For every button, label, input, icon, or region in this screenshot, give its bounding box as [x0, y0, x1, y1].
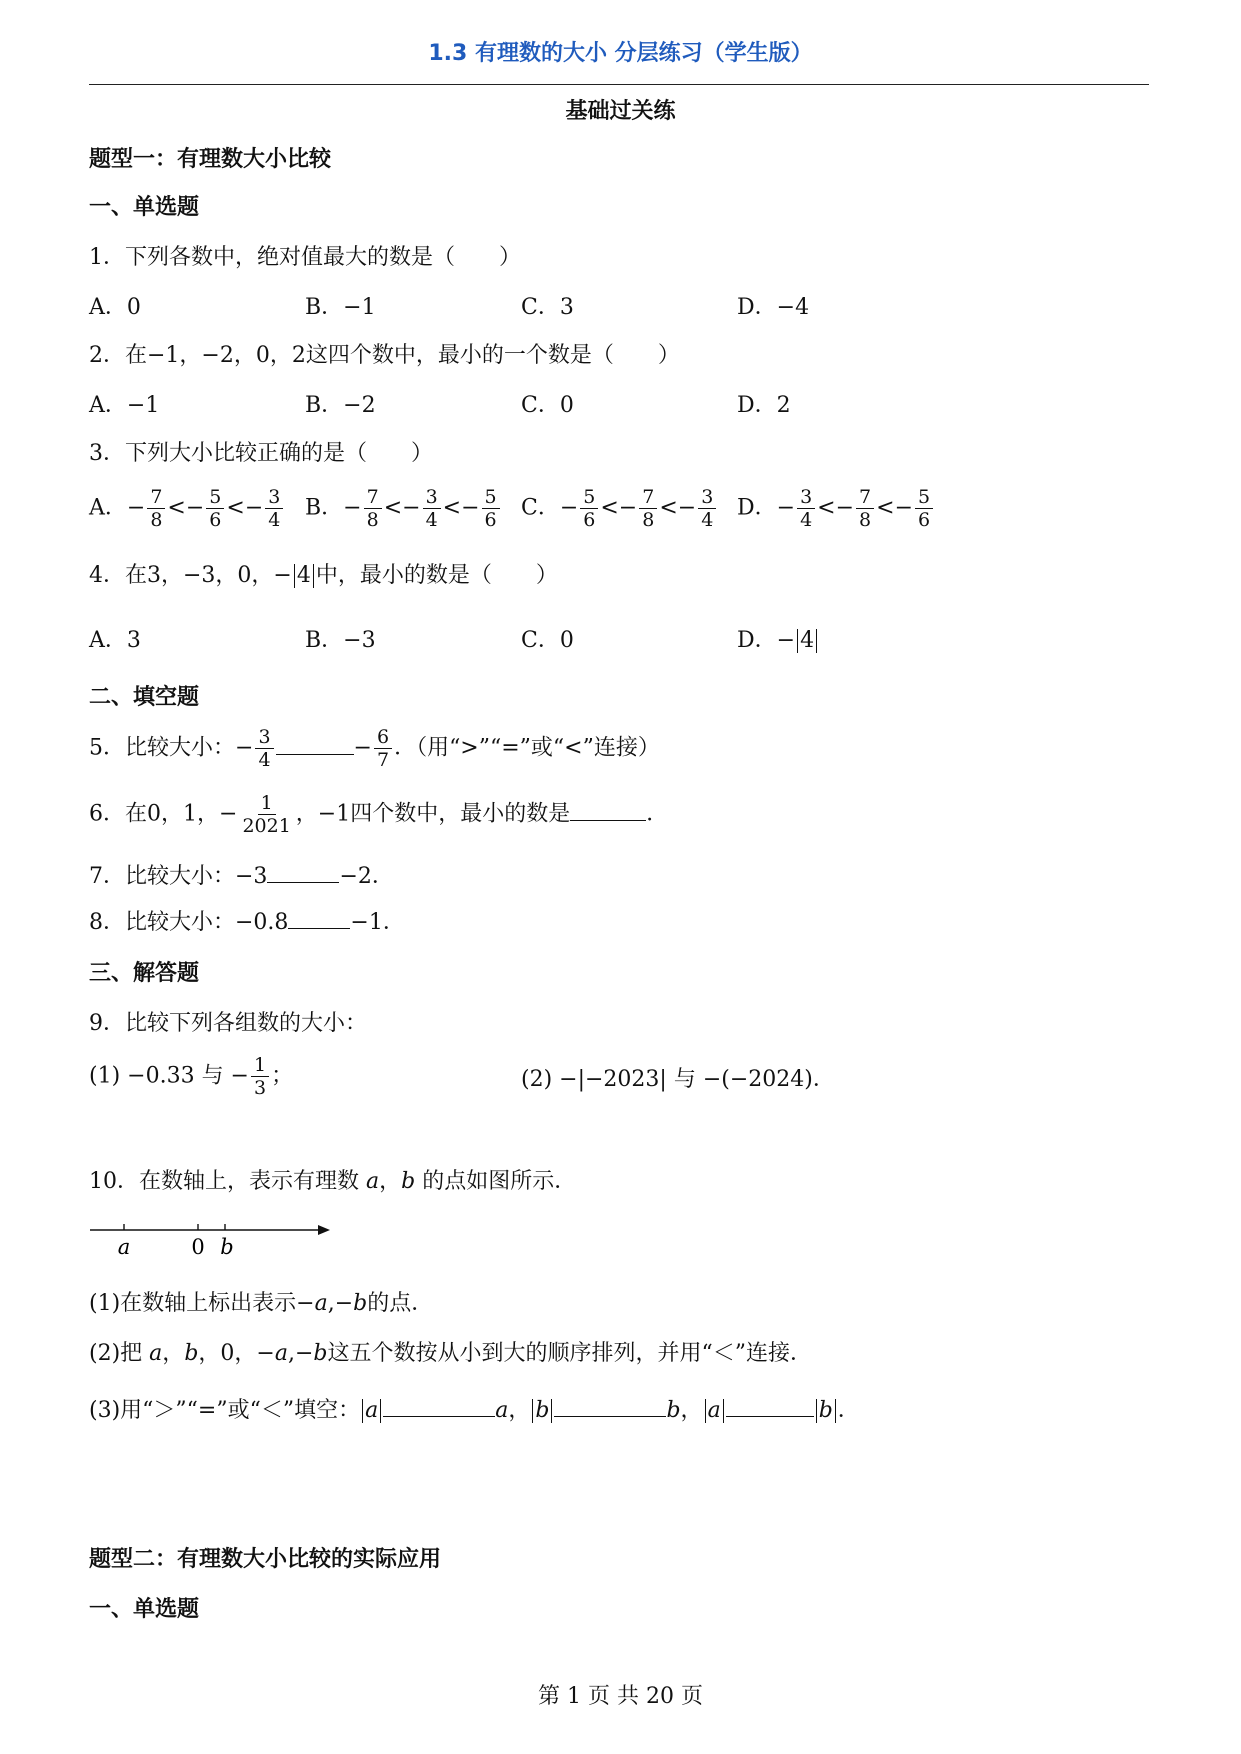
question-10-stem: 10．在数轴上，表示有理数 a，b 的点如图所示． — [89, 1169, 577, 1194]
q6-answer-blank[interactable] — [570, 800, 646, 821]
q1-option-d: D．−4 — [737, 295, 810, 320]
q3-option-b: B．− $\frac{7}{8}$ <− $\frac{3}{4}$ <− $\frac{5}{6}$ — [305, 486, 502, 531]
label-zero: 0 — [191, 1235, 205, 1259]
q5-answer-blank[interactable] — [276, 734, 354, 755]
header-divider — [89, 84, 1149, 85]
q1-option-b: B．−1 — [305, 295, 376, 320]
section-title: 基础过关练 — [565, 99, 676, 124]
type1-title: 题型一：有理数大小比较 — [89, 147, 332, 172]
question-5: 5．比较大小：− $\frac{3}{4}$ − $\frac{6}{7}$ ．（用“>”“=”或“<”连接） — [89, 726, 660, 771]
question-9-stem: 9．比较下列各组数的大小： — [89, 1011, 367, 1036]
question-7: 7．比较大小：−3 −2． — [89, 864, 394, 889]
q10-part-2: (2)把 a，b，0，−a,−b这五个数按从小到大的顺序排列，并用“＜”连接． — [89, 1341, 812, 1366]
q4-option-c: C．0 — [521, 628, 574, 653]
question-4-stem: 4．在3，−3，0，− 4 中，最小的数是（ ） — [89, 563, 558, 588]
q2-option-d: D．2 — [737, 393, 791, 418]
q10-blank-1[interactable] — [383, 1396, 495, 1417]
q2-option-a: A．−1 — [89, 393, 160, 418]
page-footer: 第 1 页 共 20 页 — [538, 1684, 703, 1709]
q3-option-c: C．− $\frac{5}{6}$ <− $\frac{7}{8}$ <− $\frac{3}{4}$ — [521, 486, 718, 531]
q10-blank-3[interactable] — [726, 1396, 814, 1417]
q4-option-b: B．−3 — [305, 628, 376, 653]
type1-part1-heading: 一、单选题 — [89, 195, 200, 220]
q2-option-c: C．0 — [521, 393, 574, 418]
question-8: 8．比较大小：−0.8 −1． — [89, 910, 405, 935]
q4-option-a: A．3 — [89, 628, 141, 653]
question-2-stem: 2．在−1，−2，0，2这四个数中，最小的一个数是（ ） — [89, 343, 680, 368]
page-title: 1.3 有理数的大小 分层练习（学生版） — [428, 41, 813, 66]
q8-answer-blank[interactable] — [288, 908, 350, 929]
q10-part-1: (1)在数轴上标出表示−a,−b的点． — [89, 1291, 434, 1316]
q1-option-c: C．3 — [521, 295, 574, 320]
q1-option-a: A．0 — [89, 295, 141, 320]
q9-part-1: (1) −0.33 与 − $\frac{1}{3}$ ； — [89, 1054, 294, 1099]
type1-part2-heading: 二、填空题 — [89, 685, 200, 710]
q7-answer-blank[interactable] — [267, 862, 339, 883]
q10-blank-2[interactable] — [554, 1396, 666, 1417]
number-line-figure — [86, 1216, 336, 1260]
number-line-arrow — [318, 1225, 330, 1235]
q2-option-b: B．−2 — [305, 393, 376, 418]
q4-option-d: D．− 4 — [737, 627, 819, 655]
question-1-stem: 1．下列各数中，绝对值最大的数是（ ） — [89, 245, 521, 270]
question-6: 6．在0，1，− $\frac{1}{2021}$ ，−1四个数中，最小的数是 ． — [89, 792, 669, 837]
question-3-stem: 3．下列大小比较正确的是（ ） — [89, 441, 433, 466]
q10-part-3: (3)用“＞”“=”或“＜”填空： a a， b b， a b ． — [89, 1398, 860, 1423]
q3-option-d: D．− $\frac{3}{4}$ <− $\frac{7}{8}$ <− $\frac{5}{6}$ — [737, 486, 935, 531]
label-b: b — [220, 1235, 234, 1259]
q9-part-2: (2) −|−2023| 与 −(−2024)． — [521, 1067, 835, 1092]
type2-part1-heading: 一、单选题 — [89, 1597, 200, 1622]
type2-title: 题型二：有理数大小比较的实际应用 — [89, 1547, 442, 1572]
type1-part3-heading: 三、解答题 — [89, 961, 200, 986]
label-a: a — [117, 1235, 131, 1259]
q3-option-a: A．− $\frac{7}{8}$ <− $\frac{5}{6}$ <− $\frac{3}{4}$ — [89, 486, 285, 531]
